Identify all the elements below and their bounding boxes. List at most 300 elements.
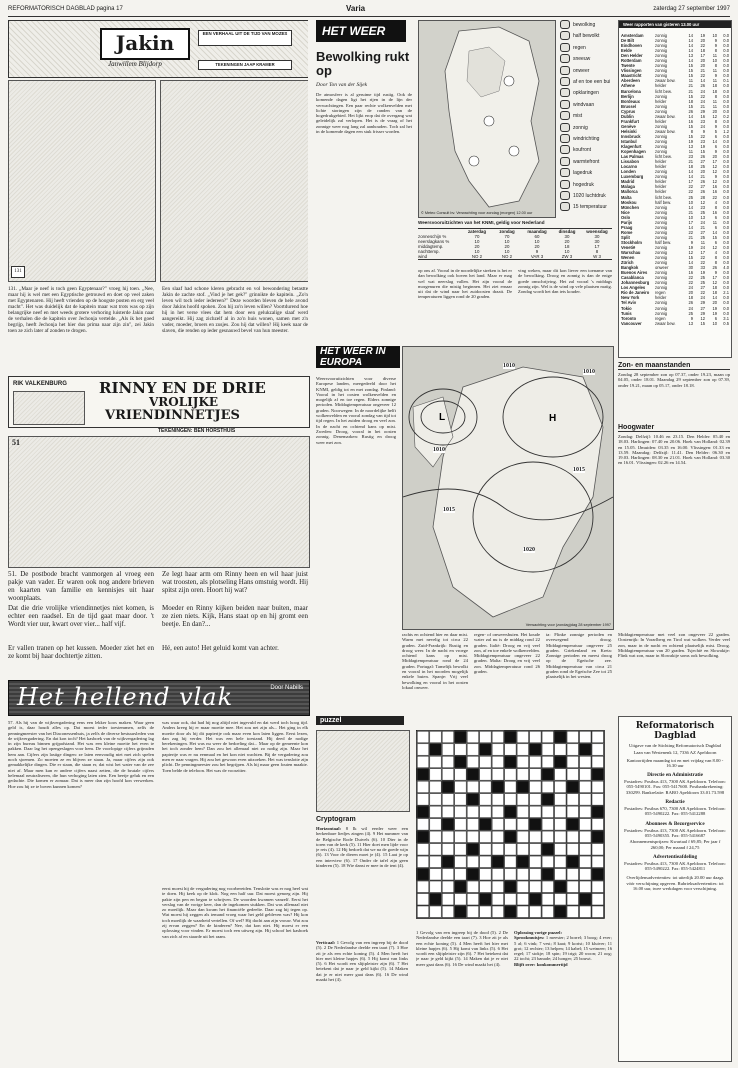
puzzle-cell[interactable] <box>567 793 579 805</box>
legend-label: koufront <box>573 147 592 154</box>
puzzle-cell[interactable] <box>504 781 516 793</box>
puzzle-cell[interactable] <box>467 906 479 918</box>
puzzle-cell[interactable] <box>579 768 591 780</box>
city-value: zonnig <box>655 275 668 281</box>
city-value: zonnig <box>655 270 668 276</box>
puzzle-cell[interactable] <box>492 868 504 880</box>
puzzle-cell[interactable] <box>542 731 554 743</box>
city-value: helder <box>655 159 667 165</box>
city-value: 22 <box>700 133 705 139</box>
weather-table-cell: woensdag <box>586 229 608 234</box>
puzzle-cell[interactable] <box>492 818 504 830</box>
city-value: zwaar bew. <box>655 320 676 326</box>
puzzle-cell[interactable] <box>517 818 529 830</box>
city-name: Luxemburg <box>621 174 644 180</box>
puzzle-cell[interactable] <box>479 856 491 868</box>
puzzle-block <box>454 881 466 893</box>
puzzle-cell[interactable] <box>579 756 591 768</box>
city-value: 29 <box>700 310 705 316</box>
puzzle-cell[interactable] <box>554 781 566 793</box>
city-value: 0.0 <box>723 295 729 301</box>
hellend-banner <box>8 680 310 716</box>
puzzle-cell[interactable] <box>504 818 516 830</box>
puzzle-cell[interactable] <box>504 768 516 780</box>
city-value: 14 <box>688 58 693 64</box>
rd-info-section <box>618 716 732 1062</box>
puzzle-cell[interactable] <box>567 743 579 755</box>
puzzle-cell[interactable] <box>529 868 541 880</box>
city-name: Bordeaux <box>621 98 640 104</box>
puzzle-cell[interactable] <box>517 793 529 805</box>
puzzle-block <box>542 793 554 805</box>
puzzle-cell[interactable] <box>554 868 566 880</box>
city-value: 16 <box>712 184 717 190</box>
puzzle-cell[interactable] <box>567 868 579 880</box>
weather-table-cell: 60 <box>534 234 540 239</box>
puzzle-cell[interactable] <box>554 806 566 818</box>
puzzle-cell[interactable] <box>467 856 479 868</box>
puzzle-cell[interactable] <box>454 893 466 905</box>
city-name: Toronto <box>621 315 637 321</box>
puzzle-block <box>454 731 466 743</box>
city-value: 20 <box>700 63 705 69</box>
puzzle-cell[interactable] <box>529 756 541 768</box>
puzzle-cell[interactable] <box>554 818 566 830</box>
puzzle-block <box>417 868 429 880</box>
puzzle-cell[interactable] <box>479 806 491 818</box>
city-value: 15 <box>700 149 705 155</box>
puzzle-cell[interactable] <box>442 793 454 805</box>
puzzle-cell[interactable] <box>592 856 604 868</box>
legend-item <box>560 145 591 154</box>
puzzle-cell[interactable] <box>517 743 529 755</box>
legend-item <box>560 157 599 166</box>
puzzle-block <box>517 856 529 868</box>
puzzle-cell[interactable] <box>492 793 504 805</box>
puzzle-cell[interactable] <box>592 756 604 768</box>
puzzle-cell[interactable] <box>542 818 554 830</box>
puzzle-cell[interactable] <box>554 893 566 905</box>
city-value: 0.0 <box>723 179 729 185</box>
city-value: 25 <box>688 310 693 316</box>
city-value: 22 <box>700 73 705 79</box>
puzzle-cell[interactable] <box>429 856 441 868</box>
weather-table-cell: ZW 3 <box>561 254 573 259</box>
puzzle-cell[interactable] <box>592 881 604 893</box>
puzzle-cell[interactable] <box>542 831 554 843</box>
puzzle-cell[interactable] <box>517 843 529 855</box>
city-value: 21 <box>700 224 705 230</box>
puzzle-cell[interactable] <box>492 831 504 843</box>
weather-table-cell: neerslagkans % <box>418 239 450 244</box>
puzzle-cell[interactable] <box>529 731 541 743</box>
puzzle-cell[interactable] <box>567 881 579 893</box>
puzzle-cell[interactable] <box>529 831 541 843</box>
puzzle-cell[interactable] <box>504 856 516 868</box>
puzzle-cell[interactable] <box>454 793 466 805</box>
puzzle-cell[interactable] <box>579 868 591 880</box>
puzzle-cell[interactable] <box>442 731 454 743</box>
puzzle-cell[interactable] <box>479 881 491 893</box>
europe-header <box>316 346 400 368</box>
rinny-creator: RIK VALKENBURG <box>13 381 67 387</box>
puzzle-cell[interactable] <box>467 731 479 743</box>
puzzle-cell[interactable] <box>467 806 479 818</box>
puzzle-cell[interactable] <box>567 756 579 768</box>
puzzle-cell[interactable] <box>567 806 579 818</box>
puzzle-cell[interactable] <box>592 793 604 805</box>
puzzle-cell[interactable] <box>479 731 491 743</box>
rd-abo-text: Postadres: Postbus 413, 7300 AK Apeldoorn. Telefoon: 055-5490355. Fax: 055-5416687 <box>624 827 726 838</box>
city-name: Amsterdam <box>621 33 644 38</box>
puzzle-cell[interactable] <box>417 793 429 805</box>
city-value: half bew. <box>655 199 672 205</box>
city-value: 25 <box>688 194 693 200</box>
puzzle-cell[interactable] <box>467 893 479 905</box>
rd-abo-title: Abonnees & Bezorgservice <box>645 820 705 827</box>
city-value: helder <box>655 295 667 301</box>
weather-body-3: ving weken, maar dit kon liever een toename van de bewolking. Droog en zonnig is dan de enige goede omschrijving. Het zal vooral 's middags zonnig zijn. Wel is de wind op vele plaatsen matig. Zondag wordt het dan iets kouder. <box>518 268 612 295</box>
puzzle-cell[interactable] <box>517 881 529 893</box>
puzzle-cell[interactable] <box>504 893 516 905</box>
puzzle-cell[interactable] <box>417 893 429 905</box>
cities-header: Weer rapporten van gisteren 13.00 uur <box>619 21 731 28</box>
city-value: 15 <box>688 73 693 79</box>
legend-symbol-icon <box>560 31 570 40</box>
weather-table-cell: 10 <box>504 249 510 254</box>
puzzle-cell[interactable] <box>417 906 429 918</box>
puzzle-cell[interactable] <box>579 906 591 918</box>
puzzle-block <box>579 893 591 905</box>
puzzle-cell[interactable] <box>579 831 591 843</box>
weather-table-cell: NO 2 <box>501 254 513 259</box>
puzzle-cell[interactable] <box>517 768 529 780</box>
rd-name: Reformatorisch Dagblad <box>635 721 715 741</box>
puzzle-cell[interactable] <box>417 743 429 755</box>
puzzle-cell[interactable] <box>479 868 491 880</box>
puzzle-cell[interactable] <box>454 781 466 793</box>
legend-label: zonnig <box>573 124 588 131</box>
city-value: 0.0 <box>723 285 729 291</box>
puzzle-cell[interactable] <box>429 906 441 918</box>
puzzle-cell[interactable] <box>579 781 591 793</box>
city-value: zonnig <box>655 300 668 306</box>
puzzle-cell[interactable] <box>504 843 516 855</box>
weather-bottom-1: rachts en ochtend hier en daar mist. Warm met nevelig tot circa 22 graden. Zuid-Frankrijk: Rustig en droog weer. In de nacht en vroege ochtend kans op mist. Middagtemperatuur rond de 24 graden. Portugal: Tamelijk bewolkt en vooral in het noorden mogelijk enkele buien. Spanje: Vrij veel bewolking en vooral in het oosten lokaal onweer. <box>402 632 468 690</box>
city-value: 8 <box>714 204 717 210</box>
puzzle-cell[interactable] <box>442 831 454 843</box>
puzzle-cell[interactable] <box>492 893 504 905</box>
legend-item <box>560 168 592 177</box>
puzzle-cell[interactable] <box>467 756 479 768</box>
city-value: 9 <box>714 174 717 180</box>
city-value: 24 <box>700 244 705 250</box>
city-value: 0.0 <box>723 239 729 245</box>
puzzle-cell[interactable] <box>454 743 466 755</box>
puzzle-cell[interactable] <box>542 881 554 893</box>
puzzle-cell[interactable] <box>492 843 504 855</box>
city-value: 0.0 <box>723 199 729 205</box>
city-value: 16 <box>688 270 693 276</box>
puzzle-cell[interactable] <box>467 818 479 830</box>
puzzle-cell[interactable] <box>429 868 441 880</box>
puzzle-cell[interactable] <box>554 831 566 843</box>
puzzle-cell[interactable] <box>542 906 554 918</box>
city-value: 0.0 <box>723 270 729 276</box>
puzzle-cell[interactable] <box>492 743 504 755</box>
city-name: Athene <box>621 83 635 89</box>
weather-table-cell: 10 <box>474 249 480 254</box>
puzzle-cell[interactable] <box>529 781 541 793</box>
puzzle-cell[interactable] <box>479 906 491 918</box>
weather-table <box>418 228 612 260</box>
weather-body-2: op ons af. Vooral in de noordelijke streken is het er dan bewolking ook boven het land. Maar er mag wel wat neerslag vallen. Het zijn vooral de morgenuren die mistig beginnen. Het ziet ernaar uit dat de wind naar het zuidoosten draait. De temperaturen liggen rond de 20 graden. <box>418 268 512 300</box>
puzzle-cell[interactable] <box>442 756 454 768</box>
puzzle-cell[interactable] <box>517 906 529 918</box>
puzzle-cell[interactable] <box>442 843 454 855</box>
puzzle-cell[interactable] <box>567 831 579 843</box>
legend-label: half bewolkt <box>573 33 600 40</box>
puzzle-cell[interactable] <box>429 731 441 743</box>
city-value: 0.0 <box>723 275 729 281</box>
city-name: Londen <box>621 169 636 175</box>
puzzle-cell[interactable] <box>454 768 466 780</box>
puzzle-cell[interactable] <box>592 893 604 905</box>
puzzle-cell[interactable] <box>529 843 541 855</box>
weather-table-cell: zaterdag <box>467 229 487 234</box>
puzzle-cell[interactable] <box>517 756 529 768</box>
hellend-byline: Door Nabills <box>270 685 303 691</box>
puzzle-cell[interactable] <box>504 793 516 805</box>
city-value: 8 <box>714 118 717 124</box>
puzzle-cell[interactable] <box>579 843 591 855</box>
puzzle-cell[interactable] <box>492 906 504 918</box>
city-value: 24 <box>688 285 693 291</box>
puzzle-cell[interactable] <box>467 743 479 755</box>
city-value: 0.0 <box>723 260 729 266</box>
puzzle-cell[interactable] <box>467 881 479 893</box>
puzzle-cell[interactable] <box>554 768 566 780</box>
puzzle-cell[interactable] <box>517 806 529 818</box>
puzzle-cell[interactable] <box>429 756 441 768</box>
puzzle-cell[interactable] <box>542 893 554 905</box>
puzzle-cell[interactable] <box>579 793 591 805</box>
puzzle-cell[interactable] <box>542 806 554 818</box>
city-value: 12 <box>688 250 693 256</box>
puzzle-cell[interactable] <box>517 893 529 905</box>
city-value: 0.0 <box>723 174 729 180</box>
puzzle-cell[interactable] <box>517 731 529 743</box>
puzzle-cell[interactable] <box>529 806 541 818</box>
puzzle-cell[interactable] <box>417 781 429 793</box>
puzzle-cell[interactable] <box>417 881 429 893</box>
puzzle-cell[interactable] <box>467 831 479 843</box>
puzzle-cell[interactable] <box>504 868 516 880</box>
puzzle-cell[interactable] <box>479 768 491 780</box>
city-value: 4 <box>714 250 717 256</box>
rinny-text-5: Moeder en Rinny kijken beiden naar buiten, maar ze zien niets. Kijk, Hans staat op en hij gromt een beetje. En dan?... <box>162 604 308 628</box>
legend-item <box>560 31 599 40</box>
city-value: 11 <box>712 219 717 225</box>
city-value: onweer <box>655 265 669 271</box>
city-value: zonnig <box>655 33 668 38</box>
puzzle-cell[interactable] <box>567 893 579 905</box>
puzzle-block <box>454 906 466 918</box>
sun-title: Zon- en maanstanden <box>618 362 730 370</box>
city-value: helder <box>655 179 667 185</box>
city-value: 11 <box>712 53 717 59</box>
puzzle-cell[interactable] <box>554 743 566 755</box>
puzzle-cell[interactable] <box>442 743 454 755</box>
legend-label: 1020 luchtdruk <box>573 192 606 199</box>
puzzle-cell[interactable] <box>517 831 529 843</box>
puzzle-cell[interactable] <box>529 793 541 805</box>
city-value: 25 <box>700 234 705 240</box>
puzzle-cell[interactable] <box>567 843 579 855</box>
puzzle-cell[interactable] <box>467 781 479 793</box>
weather-section <box>316 20 612 340</box>
puzzle-cell[interactable] <box>579 818 591 830</box>
puzzle-cell[interactable] <box>517 868 529 880</box>
puzzle-cell[interactable] <box>442 893 454 905</box>
tide-section <box>618 424 730 514</box>
puzzle-cell[interactable] <box>567 906 579 918</box>
puzzle-cell[interactable] <box>429 768 441 780</box>
city-name: Parijs <box>621 219 633 225</box>
city-value: 21 <box>688 88 693 94</box>
rinny-header-art <box>13 391 85 425</box>
puzzle-cell[interactable] <box>417 843 429 855</box>
puzzle-cell[interactable] <box>542 781 554 793</box>
puzzle-cell[interactable] <box>579 731 591 743</box>
weather-table-cell: zondag <box>499 229 515 234</box>
puzzle-cell[interactable] <box>492 731 504 743</box>
puzzle-cell[interactable] <box>567 768 579 780</box>
puzzle-cell[interactable] <box>454 843 466 855</box>
puzzle-cell[interactable] <box>429 881 441 893</box>
puzzle-cell[interactable] <box>429 781 441 793</box>
puzzle-cell[interactable] <box>429 843 441 855</box>
puzzle-cell[interactable] <box>529 768 541 780</box>
legend-symbol-icon <box>560 134 570 143</box>
puzzle-cell[interactable] <box>442 906 454 918</box>
puzzle-cell[interactable] <box>417 756 429 768</box>
puzzle-cell[interactable] <box>554 856 566 868</box>
legend-symbol-icon <box>560 111 570 120</box>
city-value: 6 <box>714 224 717 230</box>
puzzle-cell[interactable] <box>592 781 604 793</box>
puzzle-cell[interactable] <box>442 881 454 893</box>
puzzle-cell[interactable] <box>454 831 466 843</box>
puzzle-cell[interactable] <box>429 806 441 818</box>
puzzle-cell[interactable] <box>479 831 491 843</box>
city-value: 14 <box>688 260 693 266</box>
city-value: zonnig <box>655 133 668 139</box>
weather-bottom-3: ta: Flinke zonnige perioden en overwegend droog. Middagtemperatuur ongeveer 25 graden. Griekenland en Kreta: Zonnige perioden en meest droog op de Egeïsche zee. Middagtemperatuur van circa 21 graden rond de Egeïsche Zee tot 25 plaatselijk in het westen. <box>546 632 612 680</box>
puzzle-cell[interactable] <box>592 906 604 918</box>
puzzle-cell[interactable] <box>529 881 541 893</box>
puzzle-cell[interactable] <box>454 806 466 818</box>
puzzle-cell[interactable] <box>567 731 579 743</box>
city-value: 24 <box>688 305 693 311</box>
city-name: Helsinki <box>621 128 637 134</box>
city-name: Oslo <box>621 214 631 220</box>
city-value: 18 <box>688 98 693 104</box>
puzzle-cell[interactable] <box>579 856 591 868</box>
puzzle-block <box>542 768 554 780</box>
city-value: 18 <box>688 295 693 301</box>
puzzle-cell[interactable] <box>442 868 454 880</box>
puzzle-cell[interactable] <box>554 843 566 855</box>
puzzle-block <box>554 731 566 743</box>
puzzle-cell[interactable] <box>479 793 491 805</box>
puzzle-cell[interactable] <box>492 768 504 780</box>
puzzle-cell[interactable] <box>492 756 504 768</box>
puzzle-block <box>479 893 491 905</box>
city-value: zwaar bew. <box>655 128 676 134</box>
puzzle-cell[interactable] <box>579 881 591 893</box>
puzzle-cell[interactable] <box>429 818 441 830</box>
puzzle-cell[interactable] <box>417 818 429 830</box>
legend-item <box>560 180 594 189</box>
jakin-title: Jakin <box>115 31 175 55</box>
city-value: 0.0 <box>723 33 729 38</box>
puzzle-cell[interactable] <box>454 868 466 880</box>
puzzle-cell[interactable] <box>542 856 554 868</box>
city-value: 20 <box>700 169 705 175</box>
puzzle-block <box>479 743 491 755</box>
puzzle-cell[interactable] <box>529 856 541 868</box>
city-name: Las Palmas <box>621 154 644 160</box>
city-value: 26 <box>700 179 705 185</box>
puzzle-cell[interactable] <box>454 856 466 868</box>
puzzle-cell[interactable] <box>429 831 441 843</box>
weather-table-cell: 30 <box>594 239 600 244</box>
city-value: zonnig <box>655 204 668 210</box>
puzzle-block <box>567 781 579 793</box>
puzzle-cell[interactable] <box>592 743 604 755</box>
puzzle-cell[interactable] <box>454 818 466 830</box>
puzzle-cell[interactable] <box>442 806 454 818</box>
puzzle-cell[interactable] <box>429 793 441 805</box>
puzzle-block <box>504 906 516 918</box>
city-name: Dublin <box>621 113 634 119</box>
puzzle-cell[interactable] <box>592 843 604 855</box>
puzzle-cell[interactable] <box>542 756 554 768</box>
puzzle-cell[interactable] <box>504 743 516 755</box>
puzzle-cell[interactable] <box>442 768 454 780</box>
legend-item <box>560 20 595 29</box>
puzzle-cell[interactable] <box>492 881 504 893</box>
city-value: 21 <box>700 68 705 74</box>
puzzle-cell[interactable] <box>417 856 429 868</box>
puzzle-cell[interactable] <box>529 906 541 918</box>
city-value: 27 <box>700 305 705 311</box>
puzzle-cell[interactable] <box>492 806 504 818</box>
puzzle-cell[interactable] <box>579 806 591 818</box>
puzzle-cell[interactable] <box>592 731 604 743</box>
puzzle-cell[interactable] <box>554 793 566 805</box>
city-value: 29 <box>700 108 705 114</box>
city-name: Berlijn <box>621 93 634 99</box>
puzzle-cell[interactable] <box>542 743 554 755</box>
puzzle-cell[interactable] <box>479 756 491 768</box>
puzzle-cell[interactable] <box>592 818 604 830</box>
puzzle-cell[interactable] <box>479 781 491 793</box>
puzzle-cell[interactable] <box>417 731 429 743</box>
city-value: 22 <box>700 255 705 261</box>
puzzle-cell[interactable] <box>479 843 491 855</box>
